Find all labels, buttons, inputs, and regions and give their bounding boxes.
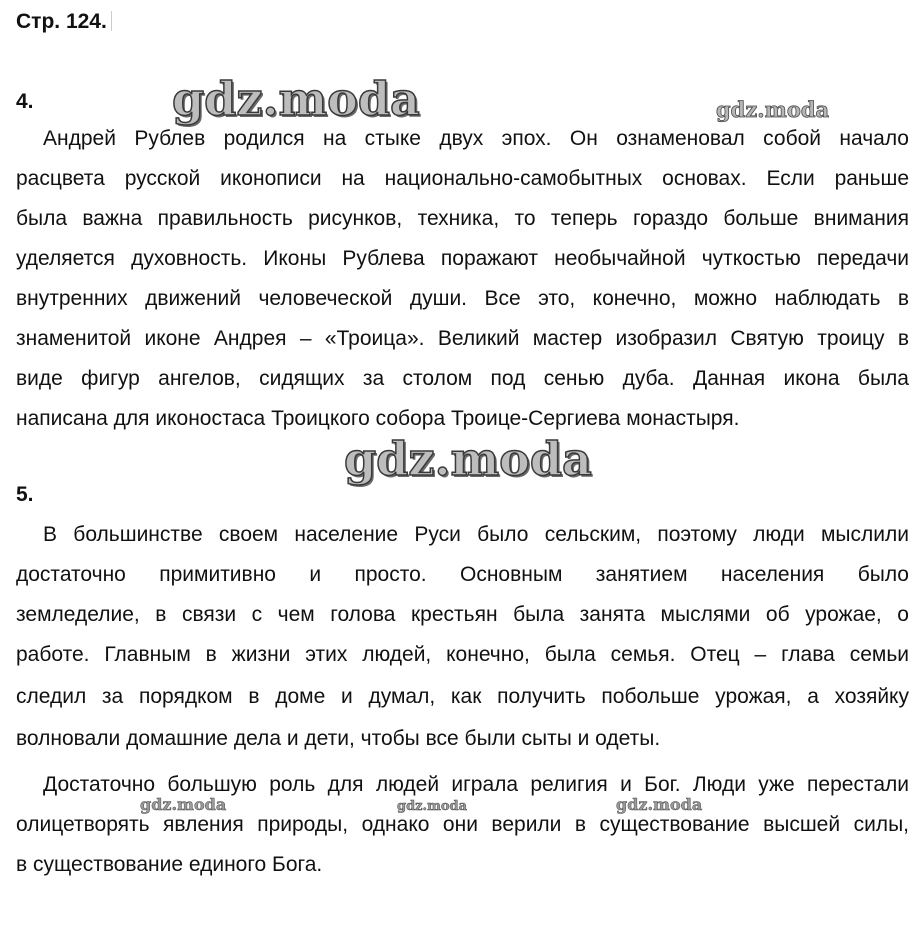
- watermark-logo: gdz.moda: [140, 795, 227, 814]
- text-line: олицетворять явления природы, однако они верили в существование высшей силы,: [16, 813, 909, 836]
- text-line: достаточно примитивно и просто. Основным занятием населения было: [16, 563, 909, 586]
- text-line: написана для иконостаса Троицкого собора Троице-Сергиева монастыря.: [16, 407, 740, 430]
- text-line: была важна правильность рисунков, техника, то теперь гораздо больше внимания: [16, 207, 909, 230]
- page-number-label: Стр. 124.: [16, 10, 107, 33]
- text-line: В большинстве своем население Руси было сельским, поэтому люди мыслили: [43, 523, 909, 546]
- text-line: Андрей Рублев родился на стыке двух эпох. Он ознаменовал собой начало: [43, 127, 909, 150]
- watermark-logo: gdz.moda: [716, 97, 830, 122]
- text-line: виде фигур ангелов, сидящих за столом под сенью дуба. Данная икона была: [16, 367, 909, 390]
- text-line: следил за порядком в доме и думал, как получить побольше урожая, а хозяйку: [16, 685, 909, 708]
- paragraph-task-5-1: [16, 515, 909, 759]
- page-header: [16, 8, 112, 36]
- text-line: земледелие, в связи с чем голова крестьян была занята мыслями об урожае, о: [16, 603, 909, 626]
- task-number: 4.: [16, 90, 34, 113]
- watermark-logo: gdz.moda: [616, 795, 703, 814]
- paragraph-task-5-2: [16, 765, 909, 885]
- text-line: волновали домашние дела и дети, чтобы все были сыты и одеты.: [16, 727, 661, 750]
- text-line: Достаточно большую роль для людей играла религия и Бог. Люди уже перестали: [43, 773, 909, 796]
- text-line: уделяется духовность. Иконы Рублева поражают необычайной чуткостью передачи: [16, 247, 909, 270]
- task-number: 5.: [16, 483, 34, 506]
- paragraph-task-4: [16, 119, 909, 439]
- text-line: знаменитой иконе Андрея – «Троица». Великий мастер изобразил Святую троицу в: [16, 327, 909, 350]
- text-line: расцвета русской иконописи на национально-самобытных основах. Если раньше: [16, 167, 909, 190]
- watermark-logo: gdz.moda: [344, 432, 592, 486]
- text-line: в существование единого Бога.: [16, 853, 323, 876]
- watermark-logo: gdz.moda: [397, 799, 468, 814]
- text-line: работе. Главным в жизни этих людей, конечно, была семья. Отец – глава семьи: [16, 643, 909, 666]
- watermark-logo: gdz.moda: [172, 72, 420, 126]
- text-line: внутренних движений человеческой души. Все это, конечно, можно наблюдать в: [16, 287, 909, 310]
- text-cursor-mark: [111, 11, 112, 31]
